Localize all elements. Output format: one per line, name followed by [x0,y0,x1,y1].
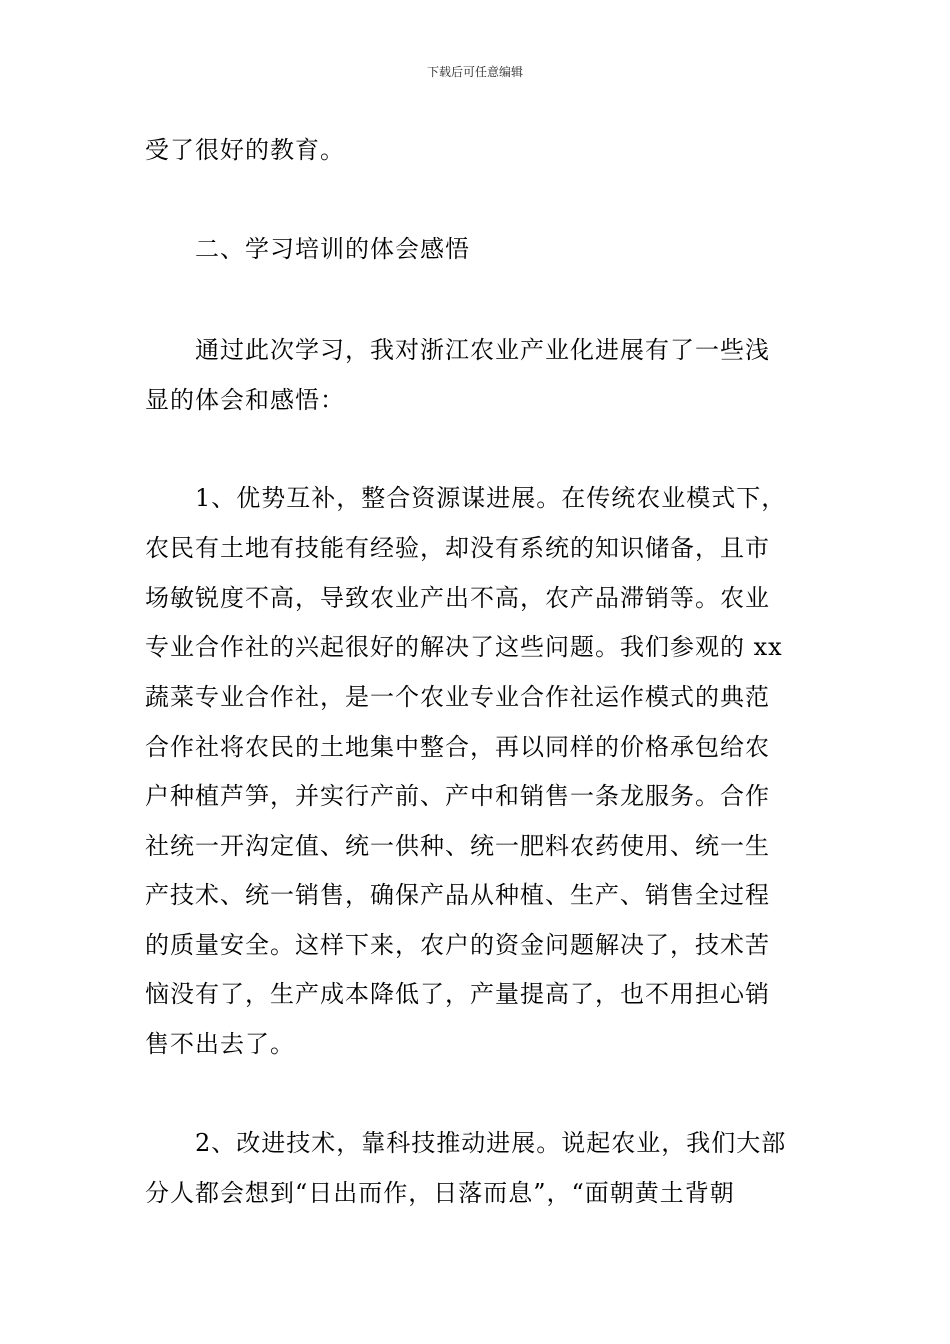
section-heading: 二、学习培训的体会感悟 [145,235,470,263]
header-note: 下载后可任意编辑 [426,65,523,79]
text-line: 分人都会想到“日出而作，日落而息”，“面朝黄土背朝 [145,1179,735,1207]
text-line: 售不出去了。 [145,1030,295,1058]
text-line: 农民有土地有技能有经验，却没有系统的知识储备，且市 [145,534,770,562]
text-line: 1、优势互补，整合资源谋进展。在传统农业模式下， [145,484,787,512]
text-line: 社统一开沟定值、统一供种、统一肥料农药使用、统一生 [145,832,770,860]
text-line: 合作社将农民的土地集中整合，再以同样的价格承包给农 [145,733,770,761]
text-line: 通过此次学习，我对浙江农业产业化进展有了一些浅 [145,336,770,364]
text-line: 恼没有了，生产成本降低了，产量提高了，也不用担心销 [145,980,770,1008]
text-line: 户种植芦笋，并实行产前、产中和销售一条龙服务。合作 [145,782,770,810]
text-line: 显的体会和感悟： [145,386,345,414]
text-line: 2、改进技术，靠科技推动进展。说起农业，我们大部 [145,1129,787,1157]
text-line: 蔬菜专业合作社，是一个农业专业合作社运作模式的典范 [145,683,770,711]
text-line: 专业合作社的兴起很好的解决了这些问题。我们参观的 xx [145,633,783,661]
text-line: 受了很好的教育。 [145,136,345,164]
text-line: 产技术、统一销售，确保产品从种植、生产、销售全过程 [145,881,770,909]
text-line: 场敏锐度不高，导致农业产出不高，农产品滞销等。农业 [145,584,770,612]
text-line: 的质量安全。这样下来，农户的资金问题解决了，技术苦 [145,931,770,959]
